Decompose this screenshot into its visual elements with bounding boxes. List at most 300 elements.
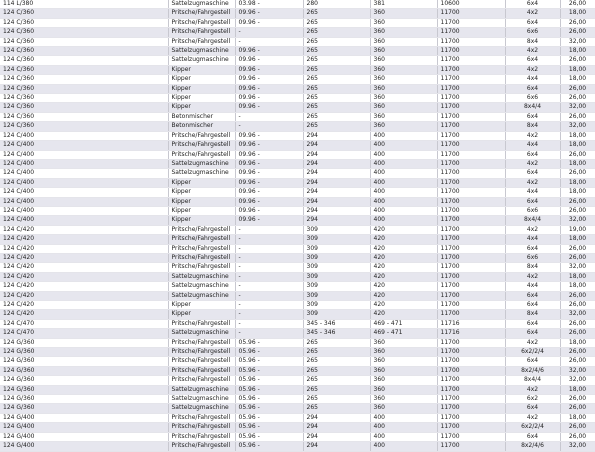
- power-ps-cell: 400: [370, 197, 437, 206]
- table-row[interactable]: [0, 216, 595, 225]
- model-cell: 124 C/360: [0, 28, 168, 37]
- model-cell: 124 C/420: [0, 282, 168, 291]
- displacement-cell: 11716: [437, 329, 505, 338]
- power-kw-cell: 294: [303, 216, 370, 225]
- displacement-cell: 11700: [437, 423, 505, 432]
- axle-config-cell: 4x4: [505, 282, 560, 291]
- power-kw-cell: 294: [303, 159, 370, 168]
- displacement-cell: 11700: [437, 9, 505, 18]
- table-row[interactable]: [0, 169, 595, 178]
- build-date-cell: 09.96 -: [235, 103, 303, 112]
- weight-cell: 18,00: [560, 131, 595, 140]
- body-type-cell: Kipper: [168, 310, 235, 319]
- power-ps-cell: 400: [370, 216, 437, 225]
- model-cell: 124 G/400: [0, 423, 168, 432]
- model-cell: 124 C/420: [0, 225, 168, 234]
- table-row[interactable]: [0, 395, 595, 404]
- build-date-cell: 05.96 -: [235, 376, 303, 385]
- power-kw-cell: 265: [303, 84, 370, 93]
- power-ps-cell: 400: [370, 206, 437, 215]
- table-row[interactable]: [0, 423, 595, 432]
- axle-config-cell: 6x2: [505, 395, 560, 404]
- table-row[interactable]: [0, 28, 595, 37]
- model-cell: 124 C/420: [0, 310, 168, 319]
- power-kw-cell: 345 - 346: [303, 329, 370, 338]
- body-type-cell: Sattelzugmaschine: [168, 282, 235, 291]
- build-date-cell: 09.96 -: [235, 75, 303, 84]
- model-cell: 124 C/420: [0, 235, 168, 244]
- weight-cell: 18,00: [560, 141, 595, 150]
- axle-config-cell: 8x4: [505, 263, 560, 272]
- power-ps-cell: 360: [370, 404, 437, 413]
- table-row[interactable]: [0, 56, 595, 65]
- power-kw-cell: 294: [303, 169, 370, 178]
- weight-cell: 18,00: [560, 413, 595, 422]
- power-kw-cell: 294: [303, 141, 370, 150]
- weight-cell: 26,00: [560, 357, 595, 366]
- axle-config-cell: 6x4: [505, 432, 560, 441]
- table-row[interactable]: [0, 206, 595, 215]
- axle-config-cell: 4x2: [505, 413, 560, 422]
- weight-cell: 26,00: [560, 329, 595, 338]
- model-cell: 124 C/400: [0, 141, 168, 150]
- axle-config-cell: 8x4: [505, 122, 560, 131]
- model-cell: 124 C/400: [0, 131, 168, 140]
- power-ps-cell: 420: [370, 263, 437, 272]
- power-ps-cell: 360: [370, 122, 437, 131]
- axle-config-cell: 4x2: [505, 178, 560, 187]
- power-kw-cell: 265: [303, 122, 370, 131]
- power-kw-cell: 265: [303, 75, 370, 84]
- displacement-cell: 11700: [437, 225, 505, 234]
- displacement-cell: 11700: [437, 159, 505, 168]
- axle-config-cell: 4x4: [505, 188, 560, 197]
- model-cell: 124 G/400: [0, 432, 168, 441]
- build-date-cell: 03.98 -: [235, 0, 303, 9]
- build-date-cell: -: [235, 37, 303, 46]
- weight-cell: 26,00: [560, 28, 595, 37]
- axle-config-cell: 6x4: [505, 0, 560, 9]
- axle-config-cell: 8x4: [505, 37, 560, 46]
- displacement-cell: 11700: [437, 131, 505, 140]
- displacement-cell: 11700: [437, 310, 505, 319]
- weight-cell: 32,00: [560, 263, 595, 272]
- body-type-cell: Sattelzugmaschine: [168, 329, 235, 338]
- power-kw-cell: 294: [303, 131, 370, 140]
- model-cell: 124 G/360: [0, 338, 168, 347]
- displacement-cell: 11700: [437, 253, 505, 262]
- power-kw-cell: 265: [303, 348, 370, 357]
- axle-config-cell: 8x4/4: [505, 216, 560, 225]
- model-cell: 124 C/420: [0, 263, 168, 272]
- build-date-cell: 09.96 -: [235, 141, 303, 150]
- power-kw-cell: 265: [303, 376, 370, 385]
- body-type-cell: Kipper: [168, 75, 235, 84]
- table-row[interactable]: [0, 366, 595, 375]
- power-ps-cell: 360: [370, 18, 437, 27]
- power-kw-cell: 309: [303, 235, 370, 244]
- power-ps-cell: 420: [370, 253, 437, 262]
- model-cell: 124 G/400: [0, 442, 168, 451]
- weight-cell: 18,00: [560, 188, 595, 197]
- axle-config-cell: 4x4: [505, 235, 560, 244]
- displacement-cell: 11700: [437, 357, 505, 366]
- build-date-cell: -: [235, 225, 303, 234]
- model-cell: 124 G/360: [0, 404, 168, 413]
- table-row[interactable]: [0, 301, 595, 310]
- body-type-cell: Pritsche/Fahrgestell: [168, 9, 235, 18]
- axle-config-cell: 4x2: [505, 159, 560, 168]
- power-kw-cell: 265: [303, 395, 370, 404]
- power-ps-cell: 420: [370, 272, 437, 281]
- displacement-cell: 11700: [437, 263, 505, 272]
- body-type-cell: Pritsche/Fahrgestell: [168, 235, 235, 244]
- weight-cell: 18,00: [560, 9, 595, 18]
- model-cell: 124 C/400: [0, 197, 168, 206]
- axle-config-cell: 6x4: [505, 291, 560, 300]
- body-type-cell: Sattelzugmaschine: [168, 47, 235, 56]
- weight-cell: 32,00: [560, 366, 595, 375]
- table-row[interactable]: [0, 244, 595, 253]
- table-row[interactable]: [0, 225, 595, 234]
- weight-cell: 26,00: [560, 301, 595, 310]
- axle-config-cell: 4x2: [505, 272, 560, 281]
- displacement-cell: 11700: [437, 150, 505, 159]
- displacement-cell: 10600: [437, 0, 505, 9]
- table-row[interactable]: [0, 319, 595, 328]
- build-date-cell: -: [235, 291, 303, 300]
- power-ps-cell: 360: [370, 112, 437, 121]
- build-date-cell: -: [235, 263, 303, 272]
- table-row[interactable]: [0, 112, 595, 121]
- model-cell: 124 C/360: [0, 37, 168, 46]
- model-cell: 124 C/360: [0, 75, 168, 84]
- table-row[interactable]: [0, 94, 595, 103]
- power-kw-cell: 309: [303, 301, 370, 310]
- power-ps-cell: 360: [370, 47, 437, 56]
- displacement-cell: 11700: [437, 442, 505, 451]
- power-ps-cell: 360: [370, 28, 437, 37]
- body-type-cell: Kipper: [168, 301, 235, 310]
- table-row[interactable]: [0, 197, 595, 206]
- build-date-cell: -: [235, 235, 303, 244]
- power-ps-cell: 360: [370, 366, 437, 375]
- body-type-cell: Sattelzugmaschine: [168, 159, 235, 168]
- weight-cell: 32,00: [560, 216, 595, 225]
- power-kw-cell: 294: [303, 178, 370, 187]
- displacement-cell: 11700: [437, 56, 505, 65]
- table-row[interactable]: [0, 235, 595, 244]
- power-kw-cell: 265: [303, 56, 370, 65]
- table-row[interactable]: [0, 272, 595, 281]
- power-ps-cell: 360: [370, 65, 437, 74]
- power-ps-cell: 420: [370, 244, 437, 253]
- build-date-cell: 05.96 -: [235, 442, 303, 451]
- displacement-cell: 11700: [437, 272, 505, 281]
- weight-cell: 32,00: [560, 376, 595, 385]
- body-type-cell: Sattelzugmaschine: [168, 56, 235, 65]
- build-date-cell: 09.96 -: [235, 159, 303, 168]
- power-kw-cell: 294: [303, 442, 370, 451]
- power-ps-cell: 360: [370, 385, 437, 394]
- weight-cell: 26,00: [560, 94, 595, 103]
- body-type-cell: Pritsche/Fahrgestell: [168, 413, 235, 422]
- axle-config-cell: 6x2/2/4: [505, 348, 560, 357]
- build-date-cell: 09.96 -: [235, 9, 303, 18]
- displacement-cell: 11700: [437, 197, 505, 206]
- weight-cell: 26,00: [560, 423, 595, 432]
- power-ps-cell: 420: [370, 301, 437, 310]
- power-kw-cell: 265: [303, 94, 370, 103]
- build-date-cell: -: [235, 301, 303, 310]
- power-ps-cell: 400: [370, 423, 437, 432]
- body-type-cell: Kipper: [168, 103, 235, 112]
- build-date-cell: -: [235, 272, 303, 281]
- displacement-cell: 11700: [437, 244, 505, 253]
- power-ps-cell: 400: [370, 188, 437, 197]
- axle-config-cell: 6x4: [505, 56, 560, 65]
- axle-config-cell: 4x2: [505, 385, 560, 394]
- axle-config-cell: 4x4: [505, 141, 560, 150]
- power-ps-cell: 360: [370, 37, 437, 46]
- table-row[interactable]: [0, 18, 595, 27]
- displacement-cell: 11700: [437, 301, 505, 310]
- table-row[interactable]: [0, 65, 595, 74]
- axle-config-cell: 4x2: [505, 47, 560, 56]
- model-cell: 124 C/360: [0, 56, 168, 65]
- build-date-cell: 09.96 -: [235, 197, 303, 206]
- body-type-cell: Pritsche/Fahrgestell: [168, 141, 235, 150]
- table-row[interactable]: [0, 131, 595, 140]
- body-type-cell: Pritsche/Fahrgestell: [168, 37, 235, 46]
- displacement-cell: 11700: [437, 37, 505, 46]
- body-type-cell: Sattelzugmaschine: [168, 272, 235, 281]
- model-cell: 124 G/360: [0, 385, 168, 394]
- power-ps-cell: 381: [370, 0, 437, 9]
- displacement-cell: 11700: [437, 235, 505, 244]
- weight-cell: 32,00: [560, 310, 595, 319]
- body-type-cell: Sattelzugmaschine: [168, 385, 235, 394]
- displacement-cell: 11700: [437, 28, 505, 37]
- body-type-cell: Kipper: [168, 188, 235, 197]
- table-row[interactable]: [0, 141, 595, 150]
- model-cell: 124 C/400: [0, 216, 168, 225]
- axle-config-cell: 8x4/4: [505, 376, 560, 385]
- power-kw-cell: 309: [303, 244, 370, 253]
- build-date-cell: -: [235, 319, 303, 328]
- axle-config-cell: 6x6: [505, 94, 560, 103]
- axle-config-cell: 4x2: [505, 65, 560, 74]
- table-row[interactable]: [0, 9, 595, 18]
- table-row[interactable]: [0, 84, 595, 93]
- table-row[interactable]: [0, 282, 595, 291]
- table-row[interactable]: [0, 432, 595, 441]
- power-kw-cell: 294: [303, 423, 370, 432]
- body-type-cell: Pritsche/Fahrgestell: [168, 150, 235, 159]
- power-ps-cell: 400: [370, 413, 437, 422]
- displacement-cell: 11700: [437, 338, 505, 347]
- weight-cell: 26,00: [560, 432, 595, 441]
- model-cell: 124 C/360: [0, 9, 168, 18]
- model-cell: 124 C/400: [0, 188, 168, 197]
- build-date-cell: 09.96 -: [235, 178, 303, 187]
- displacement-cell: 11700: [437, 216, 505, 225]
- power-ps-cell: 400: [370, 150, 437, 159]
- model-cell: 124 C/420: [0, 253, 168, 262]
- displacement-cell: 11700: [437, 94, 505, 103]
- power-ps-cell: 469 - 471: [370, 319, 437, 328]
- body-type-cell: Pritsche/Fahrgestell: [168, 423, 235, 432]
- table-row[interactable]: [0, 338, 595, 347]
- table-row[interactable]: [0, 413, 595, 422]
- table-row[interactable]: [0, 357, 595, 366]
- table-row[interactable]: [0, 178, 595, 187]
- table-row[interactable]: [0, 37, 595, 46]
- axle-config-cell: 6x6: [505, 206, 560, 215]
- table-row[interactable]: [0, 253, 595, 262]
- build-date-cell: 09.96 -: [235, 150, 303, 159]
- model-cell: 124 C/360: [0, 94, 168, 103]
- build-date-cell: 05.96 -: [235, 413, 303, 422]
- axle-config-cell: 6x4: [505, 112, 560, 121]
- weight-cell: 18,00: [560, 235, 595, 244]
- axle-config-cell: 4x2: [505, 131, 560, 140]
- displacement-cell: 11700: [437, 112, 505, 121]
- displacement-cell: 11700: [437, 84, 505, 93]
- axle-config-cell: 4x2: [505, 9, 560, 18]
- model-cell: 124 C/420: [0, 272, 168, 281]
- table-row[interactable]: [0, 263, 595, 272]
- weight-cell: 19,00: [560, 225, 595, 234]
- body-type-cell: Sattelzugmaschine: [168, 0, 235, 9]
- body-type-cell: Betonmischer: [168, 112, 235, 121]
- model-cell: 124 G/360: [0, 395, 168, 404]
- build-date-cell: 09.96 -: [235, 56, 303, 65]
- axle-config-cell: 8x4/4: [505, 103, 560, 112]
- power-ps-cell: 400: [370, 131, 437, 140]
- table-row[interactable]: [0, 291, 595, 300]
- table-row[interactable]: [0, 348, 595, 357]
- power-ps-cell: 400: [370, 178, 437, 187]
- axle-config-cell: 6x4: [505, 169, 560, 178]
- power-ps-cell: 360: [370, 75, 437, 84]
- table-row[interactable]: [0, 150, 595, 159]
- body-type-cell: Pritsche/Fahrgestell: [168, 253, 235, 262]
- table-row[interactable]: [0, 310, 595, 319]
- body-type-cell: Kipper: [168, 178, 235, 187]
- table-row[interactable]: [0, 376, 595, 385]
- power-ps-cell: 400: [370, 159, 437, 168]
- table-row[interactable]: [0, 385, 595, 394]
- table-row[interactable]: [0, 404, 595, 413]
- displacement-cell: 11700: [437, 47, 505, 56]
- body-type-cell: Sattelzugmaschine: [168, 395, 235, 404]
- model-cell: 124 G/360: [0, 366, 168, 375]
- axle-config-cell: 6x4: [505, 301, 560, 310]
- displacement-cell: 11700: [437, 385, 505, 394]
- power-ps-cell: 420: [370, 235, 437, 244]
- build-date-cell: 09.96 -: [235, 169, 303, 178]
- body-type-cell: Kipper: [168, 94, 235, 103]
- table-row[interactable]: [0, 159, 595, 168]
- table-row[interactable]: [0, 0, 595, 9]
- weight-cell: 26,00: [560, 18, 595, 27]
- build-date-cell: 05.96 -: [235, 348, 303, 357]
- weight-cell: 18,00: [560, 159, 595, 168]
- power-kw-cell: 294: [303, 206, 370, 215]
- table-row[interactable]: [0, 122, 595, 131]
- displacement-cell: 11700: [437, 282, 505, 291]
- model-cell: 124 C/400: [0, 169, 168, 178]
- power-ps-cell: 360: [370, 338, 437, 347]
- axle-config-cell: 6x4: [505, 319, 560, 328]
- axle-config-cell: 6x4: [505, 404, 560, 413]
- axle-config-cell: 6x6: [505, 28, 560, 37]
- power-kw-cell: 309: [303, 272, 370, 281]
- displacement-cell: 11700: [437, 206, 505, 215]
- power-kw-cell: 294: [303, 188, 370, 197]
- build-date-cell: -: [235, 112, 303, 121]
- build-date-cell: 09.96 -: [235, 47, 303, 56]
- power-kw-cell: 309: [303, 263, 370, 272]
- build-date-cell: -: [235, 329, 303, 338]
- displacement-cell: 11700: [437, 395, 505, 404]
- power-kw-cell: 265: [303, 9, 370, 18]
- displacement-cell: 11700: [437, 141, 505, 150]
- axle-config-cell: 6x2/2/4: [505, 423, 560, 432]
- table-row[interactable]: [0, 442, 595, 451]
- power-ps-cell: 420: [370, 291, 437, 300]
- displacement-cell: 11700: [437, 413, 505, 422]
- body-type-cell: Pritsche/Fahrgestell: [168, 18, 235, 27]
- axle-config-cell: 6x6: [505, 253, 560, 262]
- power-kw-cell: 309: [303, 225, 370, 234]
- power-kw-cell: 265: [303, 28, 370, 37]
- build-date-cell: 09.96 -: [235, 188, 303, 197]
- displacement-cell: 11700: [437, 376, 505, 385]
- build-date-cell: -: [235, 122, 303, 131]
- weight-cell: 26,00: [560, 0, 595, 9]
- model-cell: 124 C/400: [0, 178, 168, 187]
- power-kw-cell: 280: [303, 0, 370, 9]
- displacement-cell: 11700: [437, 18, 505, 27]
- table-row[interactable]: [0, 329, 595, 338]
- power-ps-cell: 360: [370, 9, 437, 18]
- table-row[interactable]: [0, 103, 595, 112]
- model-cell: 124 C/400: [0, 206, 168, 215]
- build-date-cell: 09.96 -: [235, 206, 303, 215]
- displacement-cell: 11700: [437, 65, 505, 74]
- power-kw-cell: 309: [303, 282, 370, 291]
- power-kw-cell: 265: [303, 103, 370, 112]
- table-row[interactable]: [0, 47, 595, 56]
- power-ps-cell: 400: [370, 141, 437, 150]
- power-kw-cell: 265: [303, 112, 370, 121]
- body-type-cell: Kipper: [168, 216, 235, 225]
- weight-cell: 26,00: [560, 319, 595, 328]
- weight-cell: 26,00: [560, 253, 595, 262]
- weight-cell: 26,00: [560, 206, 595, 215]
- power-ps-cell: 420: [370, 310, 437, 319]
- build-date-cell: 05.96 -: [235, 366, 303, 375]
- table-row[interactable]: [0, 188, 595, 197]
- build-date-cell: 05.96 -: [235, 385, 303, 394]
- weight-cell: 26,00: [560, 150, 595, 159]
- weight-cell: 18,00: [560, 272, 595, 281]
- table-row[interactable]: [0, 75, 595, 84]
- power-ps-cell: 469 - 471: [370, 329, 437, 338]
- axle-config-cell: 4x4: [505, 75, 560, 84]
